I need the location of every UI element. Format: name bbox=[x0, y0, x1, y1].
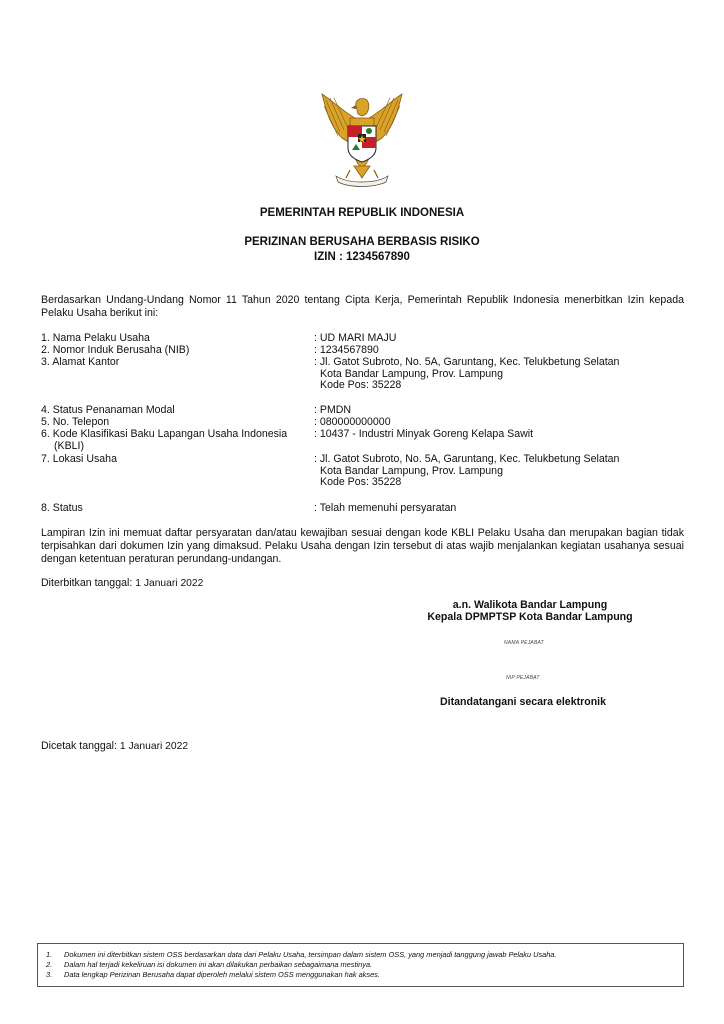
field-label: 4. Status Penanaman Modal bbox=[41, 404, 175, 416]
field-label: 5. No. Telepon bbox=[41, 416, 110, 428]
field-value bbox=[314, 454, 684, 489]
field-value: : PMDN bbox=[314, 404, 352, 416]
printed-date: 1 Januari 2022 bbox=[119, 741, 189, 752]
document-title: PERIZINAN BERUSAHA BERBASIS RISIKO bbox=[244, 236, 480, 248]
signature-on-behalf: a.n. Walikota Bandar Lampung bbox=[452, 599, 608, 611]
intro-paragraph: Berdasarkan Undang-Undang Nomor 11 Tahun 2020 tentang Cipta Kerja, Pemerintah Republik Indonesia menerbitkan Izin kepada Pelaku Usaha berikut ini: bbox=[41, 294, 684, 319]
footnote-text: Dokumen ini diterbitkan sistem OSS berdasarkan data dari Pelaku Usaha, tersimpan dalam sistem OSS, yang menjadi tanggung jawab Pelaku Usaha. bbox=[64, 950, 557, 959]
signature-position: Kepala DPMPTSP Kota Bandar Lampung bbox=[427, 611, 633, 623]
issued-date-row bbox=[41, 578, 684, 590]
garuda-emblem-icon bbox=[316, 92, 408, 188]
attachment-note: Lampiran Izin ini memuat daftar persyaratan dan/atau kewajiban sesuai dengan kode KBLI Pelaku Usaha dan merupakan bagian tidak terpisahkan dari dokumen Izin yang dimaksud. Pelaku Usaha dengan Izin tersebut di atas wajib menjalankan kegiatan usahanya sesuai dengan ketentuan peraturan perundang-undangan. bbox=[41, 527, 684, 565]
permit-number: IZIN : 1234567890 bbox=[314, 251, 410, 263]
field-value: : Telah memenuhi persyaratan bbox=[314, 502, 457, 514]
kbli-label-line-1: 6. Kode Klasifikasi Baku Lapangan Usaha Indonesia bbox=[41, 428, 288, 440]
government-heading: PEMERINTAH REPUBLIK INDONESIA bbox=[259, 207, 465, 219]
footnote-number: 3. bbox=[46, 970, 53, 979]
footnote-item bbox=[46, 950, 675, 960]
footnote-number: 1. bbox=[46, 950, 53, 959]
electronic-signature-note: Ditandatangani secara elektronik bbox=[439, 696, 607, 708]
kbli-label-line-2: (KBLI) bbox=[54, 439, 85, 452]
field-value: : 080000000000 bbox=[314, 416, 391, 428]
address-line-3: Kode Pos: 35228 bbox=[320, 379, 402, 391]
footnote-item bbox=[46, 970, 675, 980]
location-line-1: : Jl. Gatot Subroto, No. 5A, Garuntang, Kec. Telukbetung Selatan bbox=[314, 453, 620, 465]
address-line-1: : Jl. Gatot Subroto, No. 5A, Garuntang, Kec. Telukbetung Selatan bbox=[314, 356, 620, 368]
field-label: 7. Lokasi Usaha bbox=[41, 453, 117, 465]
footnote-text: Data lengkap Perizinan Berusaha dapat diperoleh melalui sistem OSS menggunakan hak akses. bbox=[64, 970, 380, 979]
footnote-number: 2. bbox=[46, 960, 53, 969]
address-line-2: Kota Bandar Lampung, Prov. Lampung bbox=[320, 367, 503, 380]
official-name-scribble: NAMA PEJABAT bbox=[504, 640, 544, 646]
printed-date-row bbox=[41, 741, 684, 753]
field-value bbox=[314, 357, 684, 392]
field-label bbox=[41, 429, 311, 452]
printed-label: Dicetak tanggal: bbox=[41, 740, 117, 752]
location-line-2: Kota Bandar Lampung, Prov. Lampung bbox=[320, 464, 503, 477]
field-label: 2. Nomor Induk Berusaha (NIB) bbox=[41, 344, 190, 356]
issued-label: Diterbitkan tanggal: bbox=[41, 577, 133, 589]
location-line-3: Kode Pos: 35228 bbox=[320, 476, 402, 488]
official-nip-scribble: NIP PEJABAT bbox=[506, 675, 540, 681]
field-value: : 10437 - Industri Minyak Goreng Kelapa Sawit bbox=[314, 428, 534, 440]
footnote-text: Dalam hal terjadi kekeliruan isi dokumen ini akan dilakukan perbaikan sebagaimana mestinya. bbox=[64, 960, 373, 969]
field-value: : UD MARI MAJU bbox=[314, 332, 397, 344]
field-label: 1. Nama Pelaku Usaha bbox=[41, 332, 150, 344]
footnote-item bbox=[46, 960, 675, 970]
footnotes-box bbox=[37, 943, 684, 987]
issued-date: 1 Januari 2022 bbox=[135, 578, 204, 589]
field-label: 8. Status bbox=[41, 502, 83, 514]
field-label: 3. Alamat Kantor bbox=[41, 356, 120, 368]
field-value: : 1234567890 bbox=[314, 344, 379, 356]
